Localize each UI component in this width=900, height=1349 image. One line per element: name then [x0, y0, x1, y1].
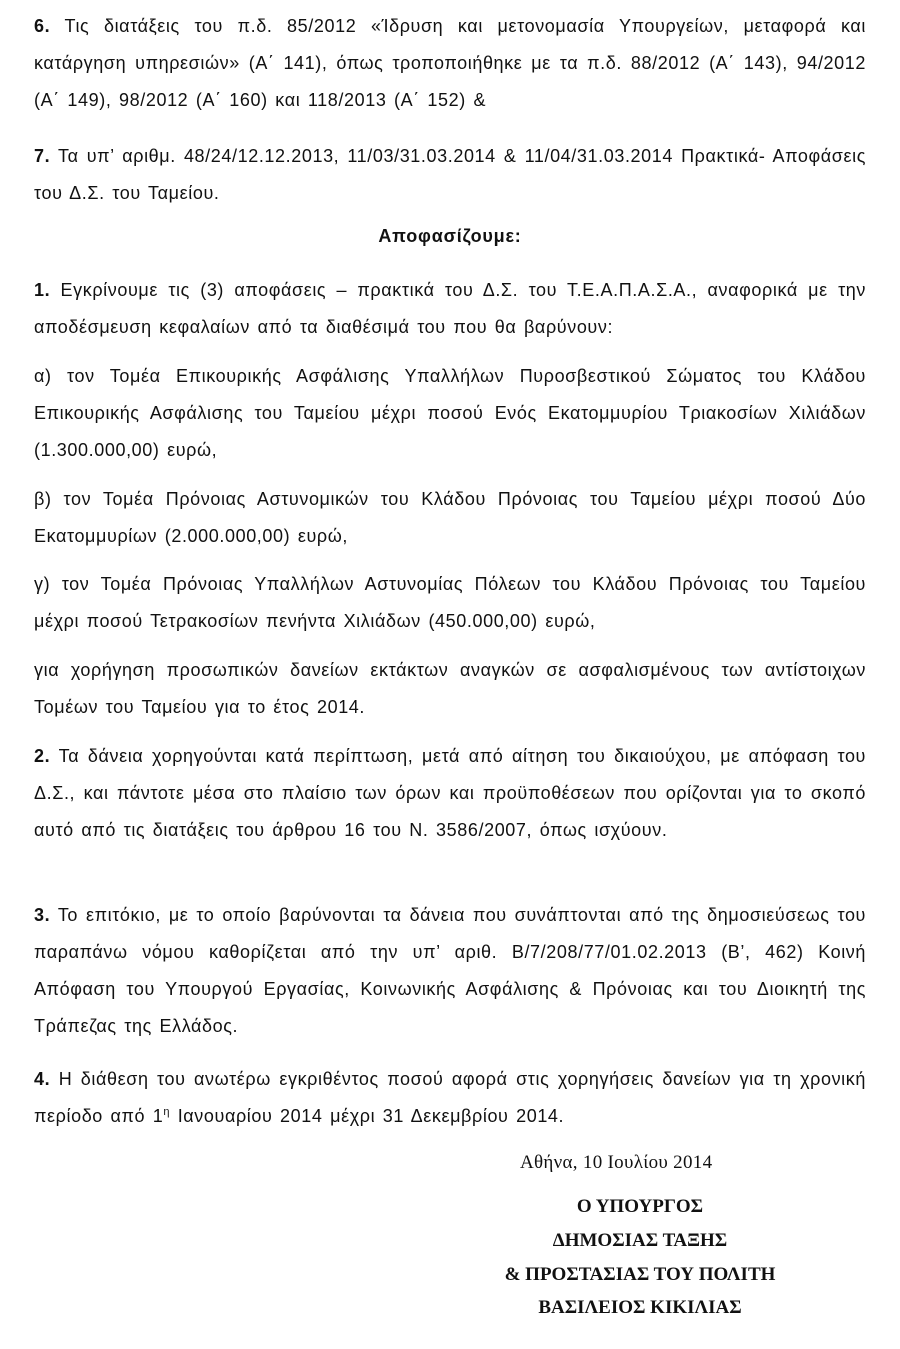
decision-text-end: Ιανουαρίου 2014 μέχρι 31 Δεκεμβρίου 2014. [170, 1106, 565, 1126]
decision-text: Εγκρίνουμε τις (3) αποφάσεις – πρακτικά του Δ.Σ. του Τ.Ε.Α.Π.Α.Σ.Α., αναφορικά με την αποδέσμευση κεφαλαίων από τα διαθέσιμά του που θα βαρύνουν: [34, 280, 866, 337]
decision-text: Τα δάνεια χορηγούνται κατά περίπτωση, μετά από αίτηση του δικαιούχου, με απόφαση του Δ.Σ., και πάντοτε μέσα στο πλαίσιο των όρων και προϋποθέσεων που ορίζονται για το σκοπό αυτό από τις διατάξεις του άρθρου 16 του Ν. 3586/2007, όπως ισχύουν. [34, 746, 866, 840]
decision-1-item-b: β) τον Τομέα Πρόνοιας Αστυνομικών του Κλάδου Πρόνοιας του Ταμείου μέχρι ποσού Δύο Εκατομμυρίων (2.000.000,00) ευρώ, [34, 489, 866, 546]
decision-4 [34, 1061, 866, 1135]
paragraph-6 [34, 8, 866, 119]
superscript: η [163, 1106, 171, 1118]
decision-2 [34, 738, 866, 849]
place-date: Αθήνα, 10 Ιουλίου 2014 [520, 1152, 713, 1173]
decision-1-purpose: για χορήγηση προσωπικών δανείων εκτάκτων αναγκών σε ασφαλισμένους των αντίστοιχων Τομέων του Ταμείου για το έτος 2014. [34, 660, 866, 717]
decision-1 [34, 272, 866, 346]
signatory-name: ΒΑΣΙΛΕΙΟΣ ΚΙΚΙΛΙΑΣ [538, 1297, 742, 1318]
paragraph-number: 6. [34, 16, 51, 36]
decision-text: Η διάθεση του ανωτέρω εγκριθέντος ποσού αφορά στις χορηγήσεις δανείων για τη χρονική περίοδο από 1 [34, 1069, 866, 1126]
decision-number: 3. [34, 905, 51, 925]
decision-number: 1. [34, 280, 51, 300]
signature-title-1: Ο ΥΠΟΥΡΓΟΣ [576, 1196, 704, 1217]
decision-1-item-a: α) τον Τομέα Επικουρικής Ασφάλισης Υπαλλήλων Πυροσβεστικού Σώματος του Κλάδου Επικουρικής Ασφάλισης του Ταμείου μέχρι ποσού Ενός Εκατομμυρίου Τριακοσίων Χιλιάδων (1.300.000,00) ευρώ, [34, 366, 866, 460]
signature-title-3: & ΠΡΟΣΤΑΣΙΑΣ ΤΟΥ ΠΟΛΙΤΗ [504, 1264, 776, 1285]
decision-3 [34, 897, 866, 1045]
decision-text: Το επιτόκιο, με το οποίο βαρύνονται τα δάνεια που συνάπτονται από της δημοσιεύσεως του παραπάνω νόμου καθορίζεται από την υπ’ αριθ. Β/7/208/77/01.02.2013 (Β’, 462) Κοινή Απόφαση του Υπουργού Εργασίας, Κοινωνικής Ασφάλισης & Πρόνοιας και του Διοικητή της Τράπεζας της Ελλάδος. [34, 905, 866, 1036]
decision-number: 2. [34, 746, 51, 766]
decision-number: 4. [34, 1069, 51, 1089]
paragraph-number: 7. [34, 146, 51, 166]
paragraph-7 [34, 138, 866, 212]
decision-heading: Αποφασίζουμε: [378, 226, 522, 246]
paragraph-text: Τα υπ’ αριθμ. 48/24/12.12.2013, 11/03/31.03.2014 & 11/04/31.03.2014 Πρακτικά- Αποφάσεις του Δ.Σ. του Ταμείου. [34, 146, 866, 203]
decision-1-item-c: γ) τον Τομέα Πρόνοιας Υπαλλήλων Αστυνομίας Πόλεων του Κλάδου Πρόνοιας του Ταμείου μέχρι ποσού Τετρακοσίων πενήντα Χιλιάδων (450.000,00) ευρώ, [34, 574, 866, 631]
signature-title-2: ΔΗΜΟΣΙΑΣ ΤΑΞΗΣ [552, 1230, 728, 1251]
paragraph-text: Τις διατάξεις του π.δ. 85/2012 «Ίδρυση και μετονομασία Υπουργείων, μεταφορά και κατάργηση υπηρεσιών» (Α΄ 141), όπως τροποποιήθηκε με τα π.δ. 88/2012 (Α΄ 143), 94/2012 (Α΄ 149), 98/2012 (Α΄ 160) και 118/2013 (Α΄ 152) & [34, 16, 866, 110]
